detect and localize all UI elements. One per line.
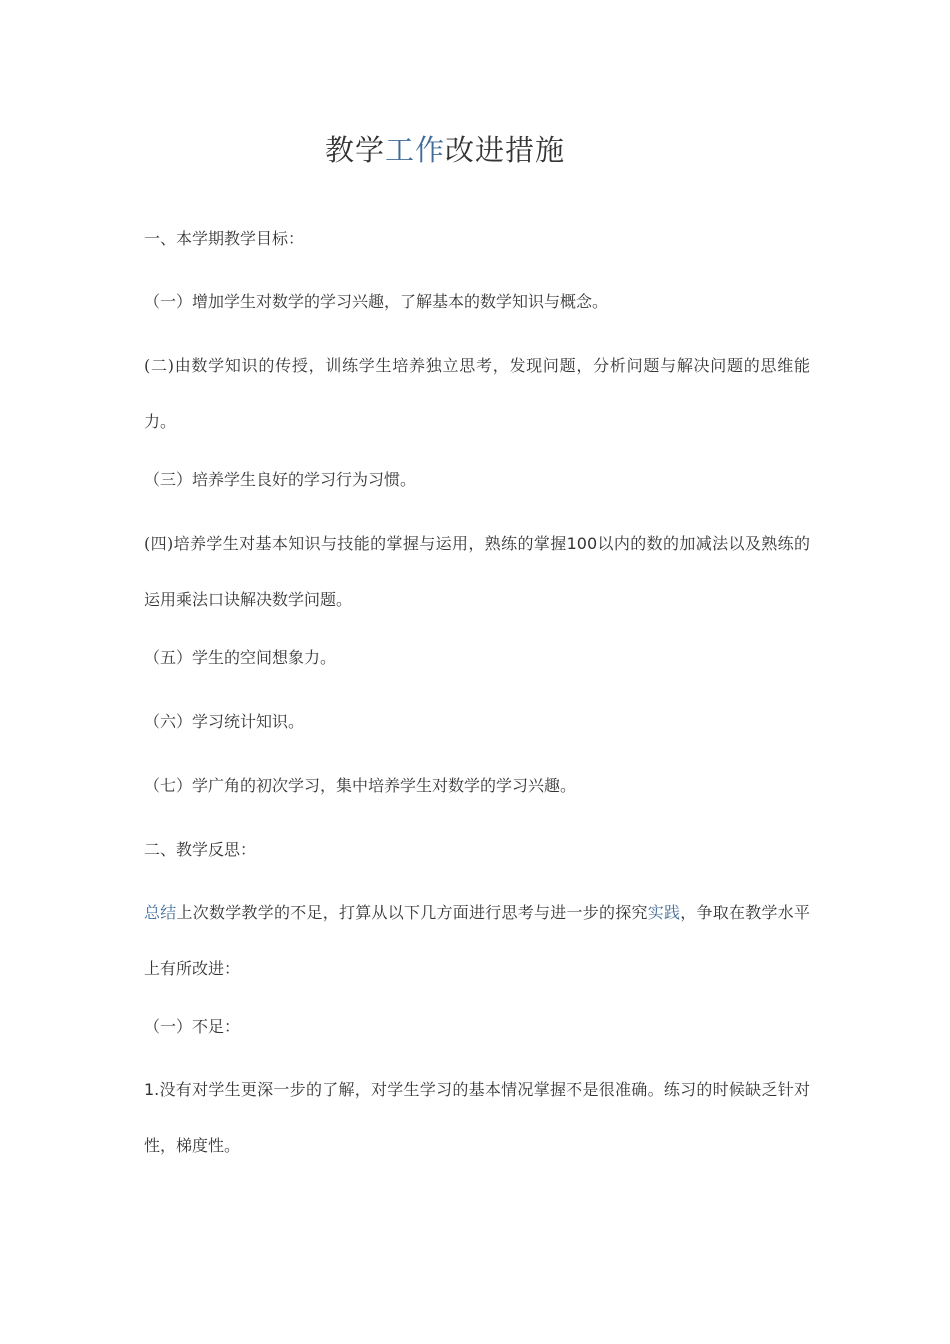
goal-item-2: (二)由数学知识的传授，训练学生培养独立思考，发现问题，分析问题与解决问题的思维能力。 <box>144 356 810 431</box>
reflection-text-1: 上次数学教学的不足，打算从以下几方面进行思考与进一步的探究 <box>176 903 648 922</box>
goal-item-1: （一）增加学生对数学的学习兴趣，了解基本的数学知识与概念。 <box>144 292 609 311</box>
goal-item-4-text-a: (四)培养学生对基本知识与技能的掌握与运用，熟练的掌握 <box>144 534 567 553</box>
title-part-2-highlighted: 工作 <box>384 133 445 167</box>
shortcoming-item-1-number: 1. <box>144 1080 160 1099</box>
goal-item-4 <box>144 516 810 628</box>
title-part-1: 教学 <box>324 133 385 167</box>
reflection-link-practice[interactable]: 实践 <box>647 903 681 922</box>
goal-item-3: （三）培养学生良好的学习行为习惯。 <box>144 470 417 489</box>
shortcoming-item-1 <box>144 1062 810 1174</box>
goal-item-4-text-b: 以内的数的加减法以及熟练的运用乘法口诀解决数学问题。 <box>144 534 810 609</box>
goal-item-7: （七）学广角的初次学习，集中培养学生对数学的学习兴趣。 <box>144 776 577 795</box>
reflection-paragraph <box>144 885 810 997</box>
goals-heading: 一、本学期教学目标： <box>144 229 305 248</box>
goal-item-5: （五）学生的空间想象力。 <box>144 648 337 667</box>
title-part-3: 改进措施 <box>445 133 566 167</box>
shortcoming-heading: （一）不足： <box>144 1017 241 1036</box>
goal-item-6: （六）学习统计知识。 <box>144 712 305 731</box>
shortcoming-item-1-text: 没有对学生更深一步的了解，对学生学习的基本情况掌握不是很准确。练习的时候缺乏针对性，梯度性。 <box>144 1080 810 1155</box>
reflection-link-summary[interactable]: 总结 <box>144 903 177 922</box>
goal-item-4-number: 100 <box>566 534 598 553</box>
reflection-text-2: ，争取在教学水平上有所改进： <box>144 903 810 978</box>
reflection-heading: 二、教学反思： <box>144 840 257 859</box>
page-title <box>0 128 890 172</box>
